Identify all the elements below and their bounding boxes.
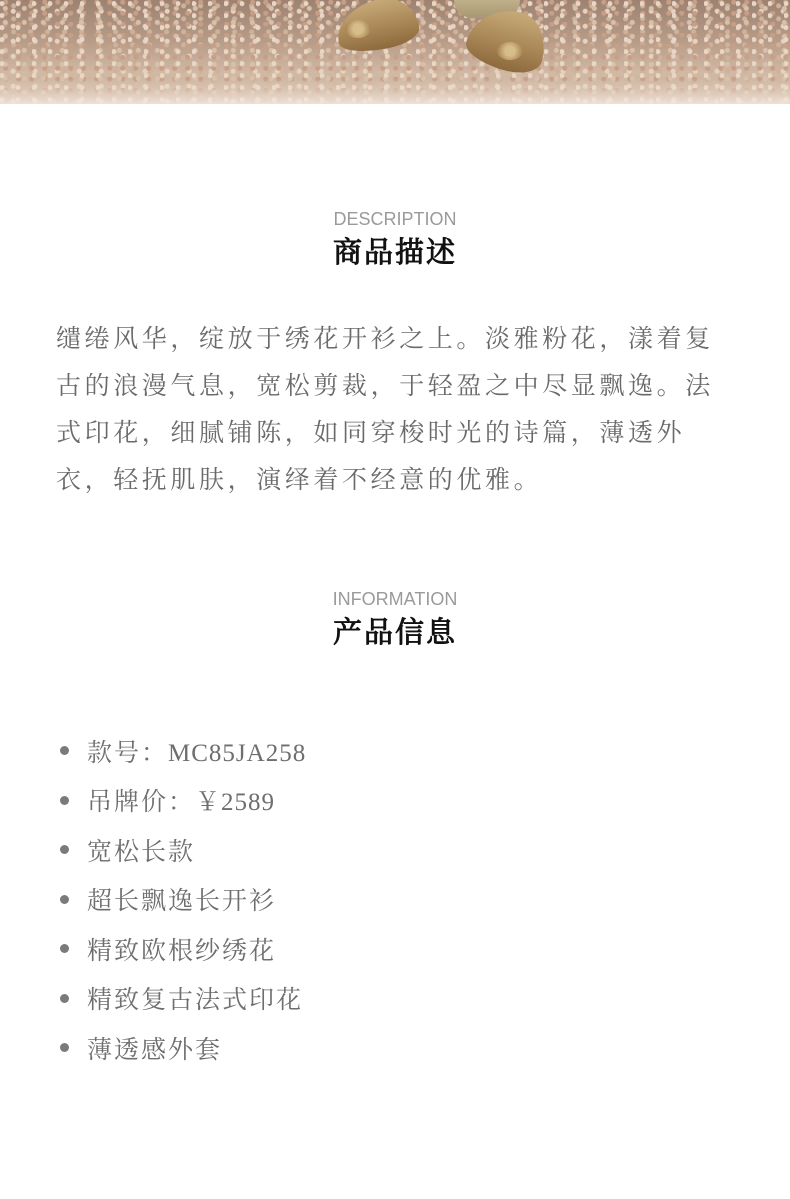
info-item-print [60,974,306,1024]
info-label: 款号： [87,737,169,767]
info-label: 薄透感外套 [87,1034,223,1064]
description-header [0,208,790,270]
bullet-dot-icon [60,845,69,854]
bullet-dot-icon [60,1043,69,1052]
information-header [0,588,790,650]
info-item-text [87,782,275,818]
bullet-dot-icon [60,994,69,1003]
info-label: 超长飘逸长开衫 [87,886,277,916]
bullet-dot-icon [60,944,69,953]
bullet-dot-icon [60,746,69,755]
bullet-dot-icon [60,895,69,904]
description-text: 缱绻风华，绽放于绣花开衫之上。淡雅粉花，漾着复古的浪漫气息，宽松剪裁，于轻盈之中尽显飘逸。法式印花，细腻铺陈，如同穿梭时光的诗篇，薄透外衣，轻抚肌肤，演绎着不经意的优雅。 [56,324,714,494]
shoe-bow-left [345,20,371,38]
info-label: 吊牌价： [87,787,196,817]
info-value: MC85JA258 [168,739,307,767]
info-item-sheer [60,1023,306,1073]
product-photo-banner [0,0,790,104]
information-eyebrow: INFORMATION [332,589,458,609]
info-item-price [60,776,306,826]
info-item-length [60,875,306,925]
info-item-style-number [60,726,306,776]
info-item-text [87,733,306,769]
info-item-embroidery [60,924,306,974]
info-value: ￥2589 [195,789,276,817]
info-item-fit [60,825,306,875]
info-label: 精致欧根纱绣花 [87,935,277,965]
information-title: 产品信息 [332,615,457,649]
description-title: 商品描述 [332,235,457,269]
product-info-list [60,726,306,1073]
bullet-dot-icon [60,796,69,805]
description-eyebrow: DESCRIPTION [333,209,457,229]
shoe-bow-right [497,42,523,60]
info-label: 宽松长款 [87,836,196,866]
info-label: 精致复古法式印花 [87,985,304,1015]
